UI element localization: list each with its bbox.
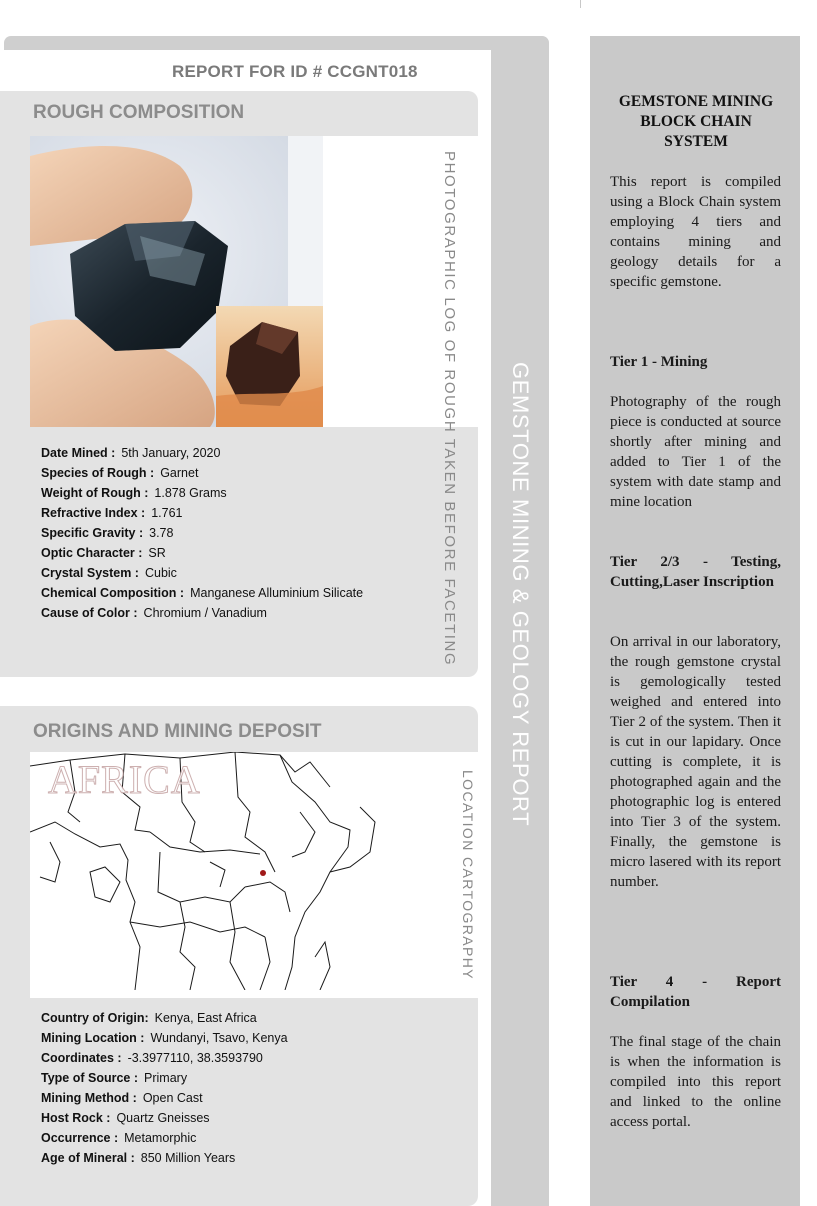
property-refractive-index: Refractive Index : 1.761	[41, 506, 183, 520]
property-coordinates: Coordinates : -3.3977110, 38.3593790	[41, 1051, 263, 1065]
property-date-mined: Date Mined : 5th January, 2020	[41, 446, 221, 460]
property-chemical-composition: Chemical Composition : Manganese Alluminium Silicate	[41, 586, 364, 600]
property-optic-character: Optic Character : SR	[41, 546, 166, 560]
tier1-text: Photography of the rough piece is conducted at source shortly after mining and added to Tier 1 of the system with date stamp and mine location	[610, 394, 781, 510]
property-mining-location: Mining Location : Wundanyi, Tsavo, Kenya	[41, 1031, 288, 1045]
tier23-heading: Tier 2/3 - Testing, Cutting,Laser Inscription	[610, 554, 781, 590]
rough-properties-list	[41, 443, 363, 623]
property-occurrence: Occurrence : Metamorphic	[41, 1131, 197, 1145]
origins-heading: ORIGINS AND MINING DEPOSIT	[33, 721, 322, 742]
property-species: Species of Rough : Garnet	[41, 466, 199, 480]
top-frame-bar	[4, 36, 549, 50]
rough-composition-heading: ROUGH COMPOSITION	[33, 102, 245, 123]
property-crystal-system: Crystal System : Cubic	[41, 566, 177, 580]
sidebar-title: GEMSTONE MINING BLOCK CHAIN SYSTEM	[618, 93, 774, 150]
top-divider-tick	[580, 0, 581, 8]
property-host-rock: Host Rock : Quartz Gneisses	[41, 1111, 210, 1125]
report-id-title: REPORT FOR ID # CCGNT018	[172, 62, 418, 81]
property-specific-gravity: Specific Gravity : 3.78	[41, 526, 174, 540]
rough-photo-caption: PHOTOGRAPHIC LOG OF ROUGH TAKEN BEFORE FACETING	[441, 151, 458, 667]
report-main-title: GEMSTONE MINING & GEOLOGY REPORT	[508, 362, 533, 827]
tier1-heading: Tier 1 - Mining	[610, 354, 708, 370]
tier4-text: The final stage of the chain is when the information is compiled into this report and linked to the online access portal.	[610, 1034, 781, 1130]
tier4-heading: Tier 4 - Report Compilation	[610, 974, 781, 1010]
property-cause-of-color: Cause of Color : Chromium / Vanadium	[41, 606, 267, 620]
gemstone-photo-illustration	[30, 136, 323, 427]
property-age-of-mineral: Age of Mineral : 850 Million Years	[41, 1151, 236, 1165]
sidebar-intro: This report is compiled using a Block Chain system employing 4 tiers and contains mining and geology details for a specific gemstone.	[610, 174, 781, 290]
property-mining-method: Mining Method : Open Cast	[41, 1091, 203, 1105]
origins-properties-list	[41, 1008, 288, 1168]
property-country: Country of Origin: Kenya, East Africa	[41, 1011, 257, 1025]
rough-gemstone-photo	[30, 136, 323, 427]
property-type-of-source: Type of Source : Primary	[41, 1071, 188, 1085]
tier23-text: On arrival in our laboratory, the rough gemstone crystal is gemologically tested weighed and entered into Tier 2 of the system. Then it is cut in our lapidary. Once cutting is complete, it is photographed again and the photographic log is entered into Tier 3 of the system. Finally, the gemstone is micro lasered with its report number.	[610, 634, 781, 890]
map-africa-label: AFRICA	[48, 757, 201, 802]
property-weight: Weight of Rough : 1.878 Grams	[41, 486, 227, 500]
map-caption: LOCATION CARTOGRAPHY	[460, 770, 476, 981]
